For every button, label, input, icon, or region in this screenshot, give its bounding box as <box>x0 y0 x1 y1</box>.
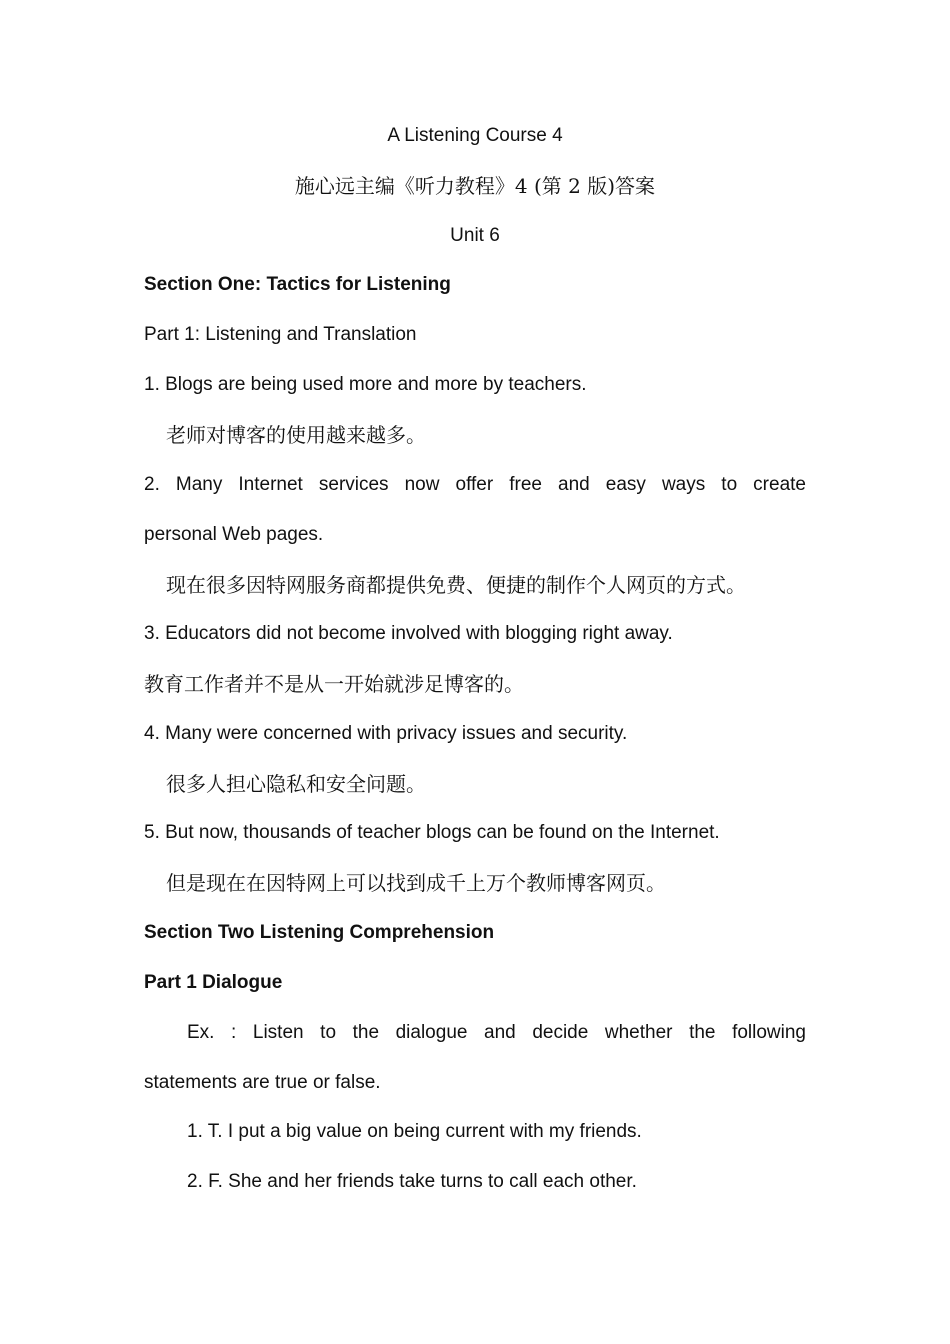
item-1-chinese: 老师对博客的使用越来越多。 <box>166 423 426 447</box>
item-3-chinese: 教育工作者并不是从一开始就涉足博客的。 <box>144 672 524 696</box>
item-3-english: 3. Educators did not become involved with blogging right away. <box>144 623 673 644</box>
section-two-heading: Section Two Listening Comprehension <box>144 922 495 943</box>
item-4-chinese: 很多人担心隐私和安全问题。 <box>166 772 426 796</box>
item-5-chinese: 但是现在在因特网上可以找到成千上万个教师博客网页。 <box>166 871 666 895</box>
exercise-instruction-line2: statements are true or false. <box>144 1072 381 1093</box>
chinese-title: 施心远主编《听力教程》4 (第 2 版)答案 <box>294 174 656 198</box>
item-2-chinese: 现在很多因特网服务商都提供免费、便捷的制作个人网页的方式。 <box>166 573 746 597</box>
item-5-english: 5. But now, thousands of teacher blogs can be found on the Internet. <box>144 822 720 843</box>
item-1-english: 1. Blogs are being used more and more by teachers. <box>144 374 587 395</box>
dialogue-heading: Part 1 Dialogue <box>144 972 283 993</box>
exercise-instruction-line1: Ex. : Listen to the dialogue and decide whether the following <box>187 1022 806 1043</box>
item-2-english-line2: personal Web pages. <box>144 524 324 545</box>
course-title: A Listening Course 4 <box>387 125 563 146</box>
answer-2: 2. F. She and her friends take turns to call each other. <box>187 1171 637 1192</box>
answer-1: 1. T. I put a big value on being current with my friends. <box>187 1121 642 1142</box>
item-4-english: 4. Many were concerned with privacy issues and security. <box>144 723 628 744</box>
item-2-english-line1: 2. Many Internet services now offer free and easy ways to create <box>144 474 806 495</box>
part1-heading: Part 1: Listening and Translation <box>144 324 417 345</box>
section-one-heading: Section One: Tactics for Listening <box>144 274 451 295</box>
unit-title: Unit 6 <box>450 225 500 246</box>
